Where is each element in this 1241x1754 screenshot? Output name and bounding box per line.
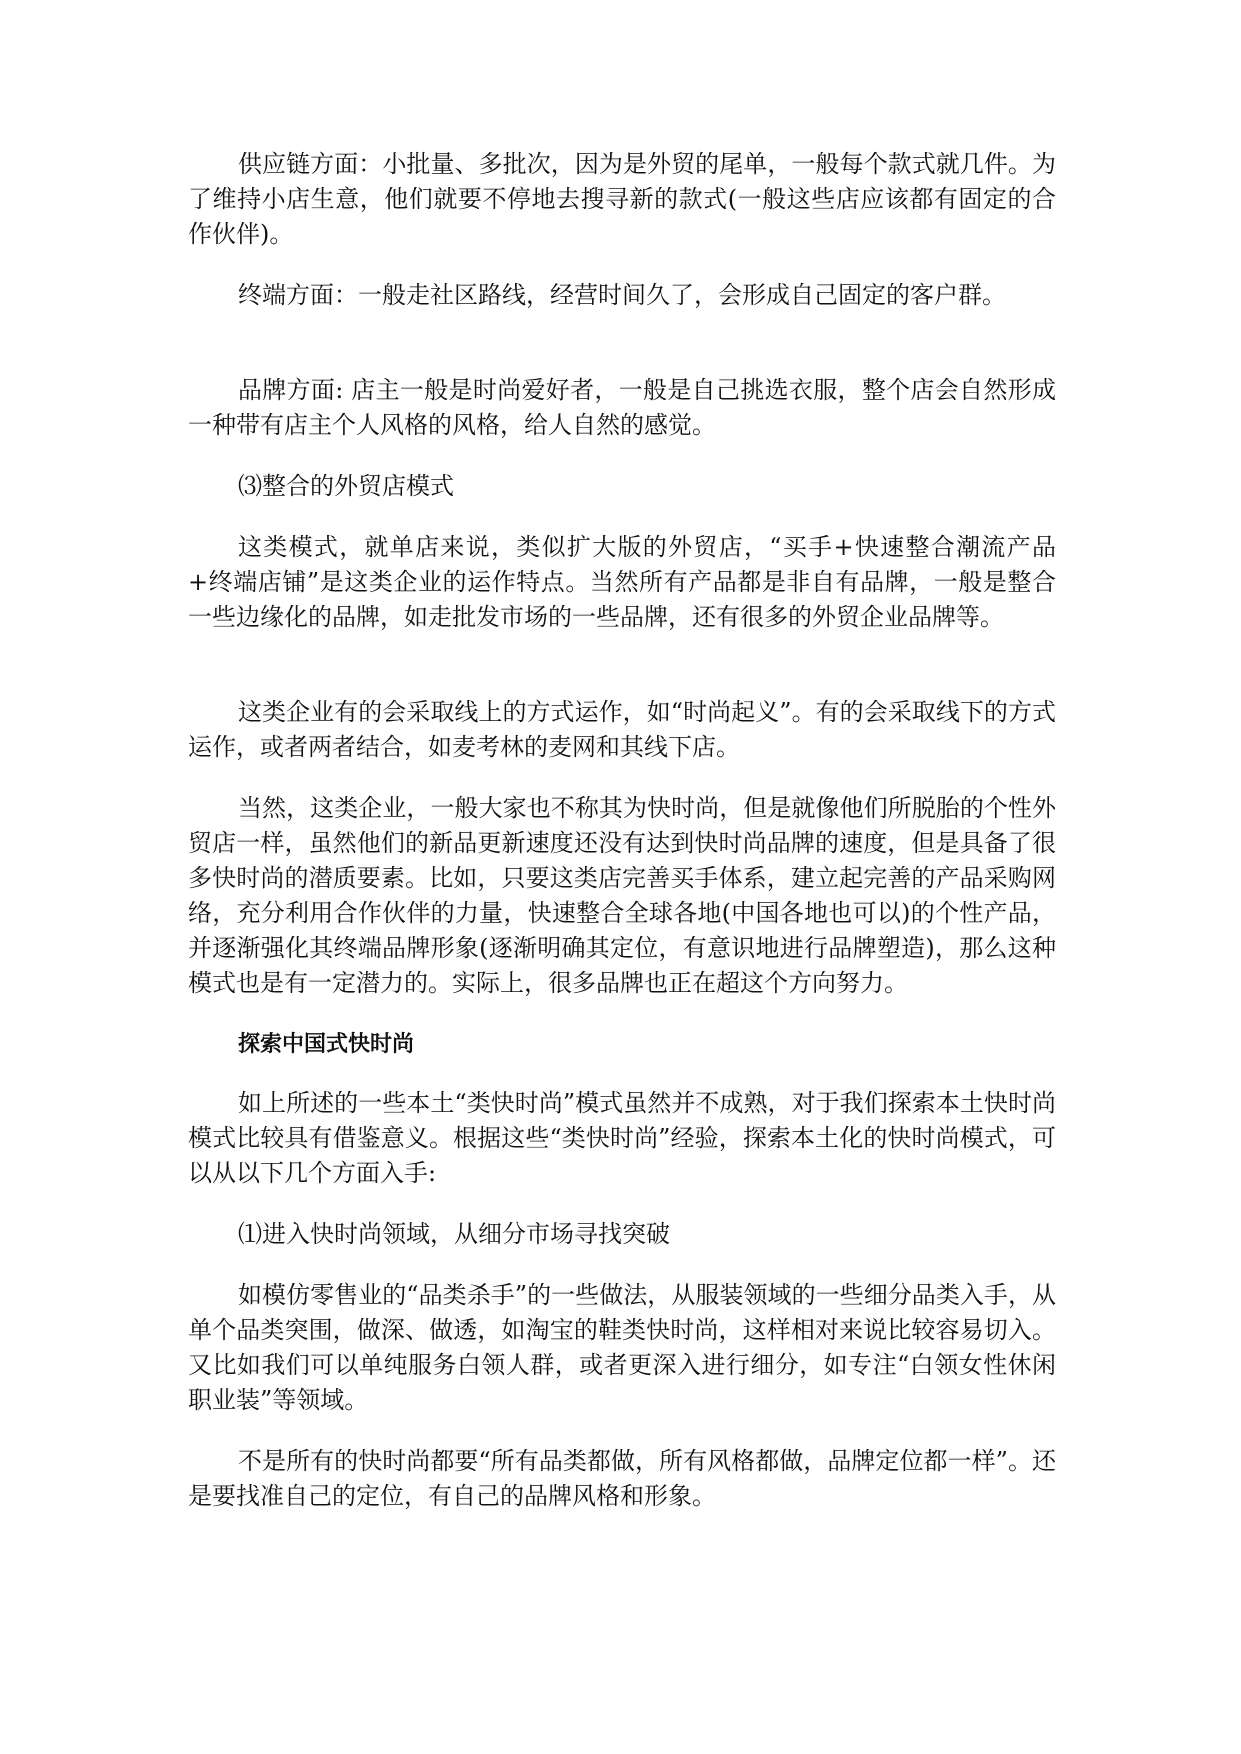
paragraph-section-3-title: ⑶整合的外贸店模式: [238, 472, 454, 500]
paragraph-subsection-1-title: ⑴进入快时尚领域，从细分市场寻找突破: [238, 1220, 670, 1248]
paragraph-positioning: 不是所有的快时尚都要“所有品类都做，所有风格都做，品牌定位都一样”。还是要找准自己的定位，有自己的品牌风格和形象。: [188, 1447, 1056, 1510]
paragraph-supply-chain: 供应链方面：小批量、多批次，因为是外贸的尾单，一般每个款式就几件。为了维持小店生意，他们就要不停地去搜寻新的款式(一般这些店应该都有固定的合作伙伴)。: [188, 150, 1056, 248]
paragraph-terminal: 终端方面：一般走社区路线，经营时间久了，会形成自己固定的客户群。: [238, 281, 1006, 309]
paragraph-potential: 当然，这类企业，一般大家也不称其为快时尚，但是就像他们所脱胎的个性外贸店一样，虽然他们的新品更新速度还没有达到快时尚品牌的速度，但是具备了很多快时尚的潜质要素。比如，只要这类店完善买手体系，建立起完善的产品采购网络，充分利用合作伙伴的力量，快速整合全球各地(中国各地也可以)的个性产品，并逐渐强化其终端品牌形象(逐渐明确其定位，有意识地进行品牌塑造)，那么这种模式也是有一定潜力的。实际上，很多品牌也正在超这个方向努力。: [188, 794, 1056, 997]
paragraph-online-offline: 这类企业有的会采取线上的方式运作，如“时尚起义”。有的会采取线下的方式运作，或者两者结合，如麦考林的麦网和其线下店。: [188, 698, 1056, 761]
paragraph-explore-intro: 如上所述的一些本土“类快时尚”模式虽然并不成熟，对于我们探索本土快时尚模式比较具有借鉴意义。根据这些“类快时尚”经验，探索本土化的快时尚模式，可以从以下几个方面入手:: [188, 1089, 1056, 1187]
paragraph-brand: 品牌方面: 店主一般是时尚爱好者，一般是自己挑选衣服，整个店会自然形成一种带有店主个人风格的风格，给人自然的感觉。: [188, 376, 1056, 439]
paragraph-integration-model: 这类模式，就单店来说，类似扩大版的外贸店，“买手+快速整合潮流产品+终端店铺”是这类企业的运作特点。当然所有产品都是非自有品牌，一般是整合一些边缘化的品牌，如走批发市场的一些品牌，还有很多的外贸企业品牌等。: [188, 533, 1056, 631]
document-body: [188, 147, 1056, 1540]
paragraph-category-killer: 如模仿零售业的“品类杀手”的一些做法，从服装领域的一些细分品类入手，从单个品类突围，做深、做透，如淘宝的鞋类快时尚，这样相对来说比较容易切入。又比如我们可以单纯服务白领人群，或者更深入进行细分，如专注“白领女性休闲职业装”等领域。: [188, 1281, 1056, 1414]
section-heading: 探索中国式快时尚: [238, 1032, 415, 1057]
